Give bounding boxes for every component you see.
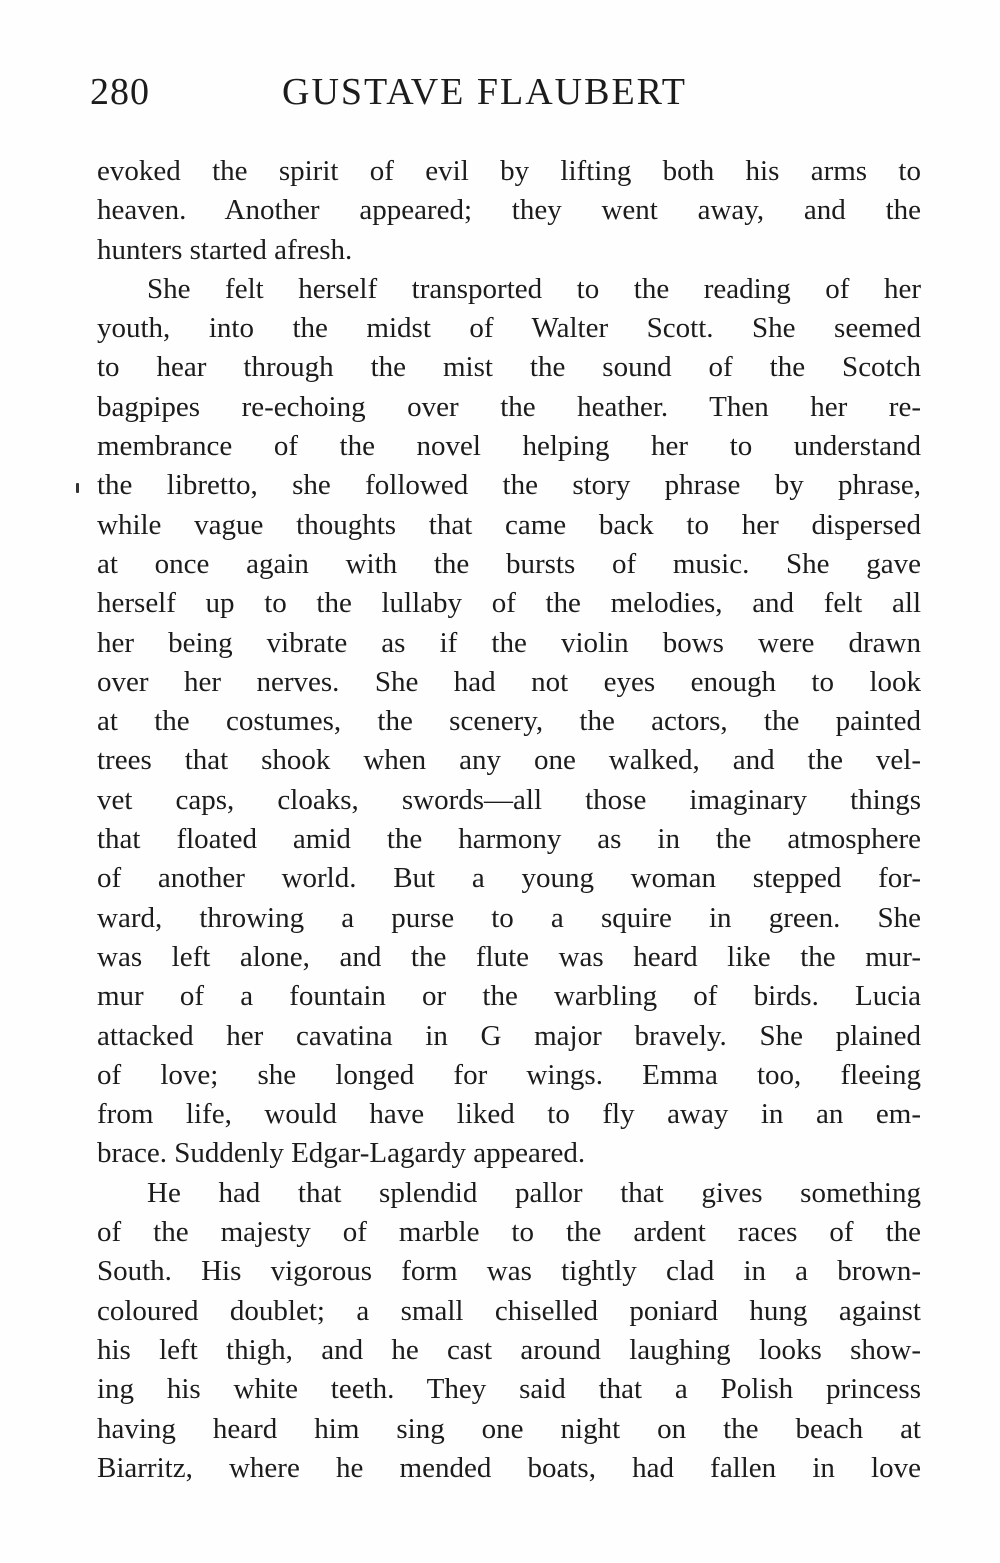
margin-mark <box>76 483 79 493</box>
text-line: at once again with the bursts of music. She gave <box>97 547 921 580</box>
text-line: of the majesty of marble to the ardent races of the <box>97 1216 921 1249</box>
text-line: trees that shook when any one walked, and the vel- <box>97 744 921 777</box>
body-text <box>97 152 921 1488</box>
text-line: Biarritz, where he mended boats, had fallen in love <box>97 1451 921 1484</box>
text-line: her being vibrate as if the violin bows were drawn <box>97 626 921 659</box>
text-line: She felt herself transported to the reading of her <box>147 272 921 305</box>
text-line: was left alone, and the flute was heard like the mur- <box>97 940 921 973</box>
text-line: herself up to the lullaby of the melodies, and felt all <box>97 587 921 620</box>
text-line: while vague thoughts that came back to her dispersed <box>97 508 921 541</box>
text-line: evoked the spirit of evil by lifting both his arms to <box>97 155 921 187</box>
text-line: from life, would have liked to fly away in an em- <box>97 1098 921 1131</box>
page-number: 280 <box>90 71 150 113</box>
text-line: attacked her cavatina in G major bravely. She plained <box>97 1019 921 1052</box>
text-line: of love; she longed for wings. Emma too, fleeing <box>97 1058 921 1091</box>
page-header <box>90 66 920 118</box>
text-line: He had that splendid pallor that gives something <box>147 1176 921 1209</box>
text-line: ing his white teeth. They said that a Polish princess <box>97 1373 921 1406</box>
text-line: that floated amid the harmony as in the atmosphere <box>97 823 921 856</box>
text-line: the libretto, she followed the story phrase by phrase, <box>97 469 921 502</box>
text-line: over her nerves. She had not eyes enough to look <box>97 665 921 698</box>
running-head: GUSTAVE FLAUBERT <box>282 71 687 113</box>
text-line: brace. Suddenly Edgar-Lagardy appeared. <box>97 1137 586 1170</box>
text-line: having heard him sing one night on the beach at <box>97 1412 921 1445</box>
text-line: to hear through the mist the sound of the Scotch <box>97 351 921 384</box>
text-line: South. His vigorous form was tightly clad in a brown- <box>97 1255 921 1288</box>
text-line: ward, throwing a purse to a squire in green. She <box>97 901 921 934</box>
text-line: youth, into the midst of Walter Scott. She seemed <box>97 312 921 345</box>
text-line: hunters started afresh. <box>97 233 353 266</box>
text-line: at the costumes, the scenery, the actors, the painted <box>97 705 921 738</box>
text-line: coloured doublet; a small chiselled poniard hung against <box>97 1294 921 1327</box>
text-line: mur of a fountain or the warbling of birds. Lucia <box>97 980 921 1013</box>
text-line: heaven. Another appeared; they went away, and the <box>97 194 921 227</box>
text-line: membrance of the novel helping her to understand <box>97 430 921 463</box>
text-line: bagpipes re-echoing over the heather. Then her re- <box>97 390 921 423</box>
text-line: his left thigh, and he cast around laughing looks show- <box>97 1333 921 1366</box>
text-line: vet caps, cloaks, swords—all those imaginary things <box>97 783 921 816</box>
text-line: of another world. But a young woman stepped for- <box>97 862 921 895</box>
